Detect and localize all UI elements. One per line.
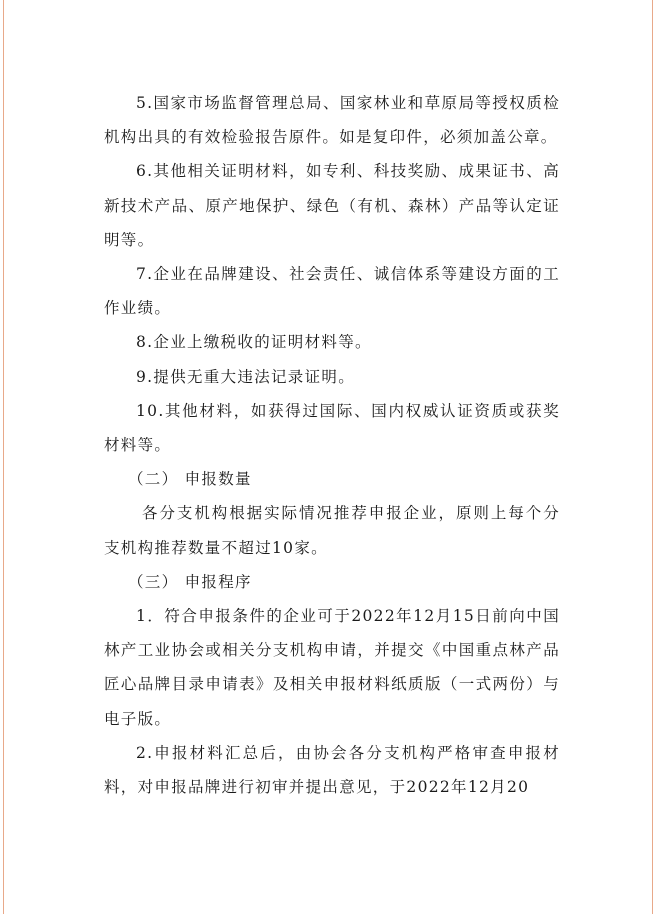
section-heading-procedure: （三） 申报程序 [128,572,252,591]
page-left-border [3,0,4,914]
paragraph-procedure-1: 1．符合申报条件的企业可于2022年12月15日前向中国林产工业协会或相关分支机构申请，并提交《中国重点林产品匠心品牌目录申请表》及相关申报材料纸质版（一式两份）与电子版。 [104,607,560,728]
paragraph-item-6: 6.其他相关证明材料，如专利、科技奖励、成果证书、高新技术产品、原产地保护、绿色（有机、森林）产品等认定证明等。 [104,162,560,249]
paragraph-item-10: 10.其他材料，如获得过国际、国内权威认证资质或获奖材料等。 [104,401,560,455]
page-right-border [652,0,653,914]
paragraph-quantity: 各分支机构根据实际情况推荐申报企业，原则上每个分支机构推荐数量不超过10家。 [104,504,560,557]
document-page [104,86,560,804]
section-heading-quantity: （二） 申报数量 [128,470,252,489]
paragraph-item-7: 7.企业在品牌建设、社会责任、诚信体系等建设方面的工作业绩。 [104,265,560,318]
paragraph-item-9: 9.提供无重大违法记录证明。 [136,367,355,386]
paragraph-item-8: 8.企业上缴税收的证明材料等。 [136,333,372,352]
paragraph-procedure-2: 2.申报材料汇总后，由协会各分支机构严格审查申报材料，对申报品牌进行初审并提出意见，于2022年12月20 [104,743,560,797]
paragraph-item-5: 5.国家市场监督管理总局、国家林业和草原局等授权质检机构出具的有效检验报告原件。如是复印件，必须加盖公章。 [104,94,560,147]
